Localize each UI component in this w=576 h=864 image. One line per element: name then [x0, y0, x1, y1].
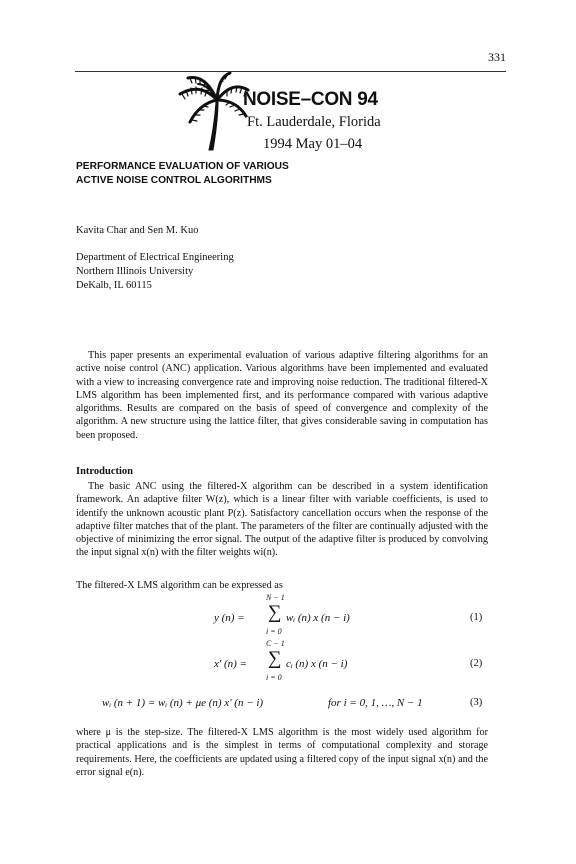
equation-1-sum-symbol: ∑ [268, 602, 282, 623]
equation-2-sum-symbol: ∑ [268, 648, 282, 669]
equation-1-rhs: wᵢ (n) x (n − i) [286, 612, 350, 624]
intro-paragraph-1: The basic ANC using the filtered-X algorithm can be described in a system identification framework. An adaptive filter W(z), which is a linear filter with variable coefficients, is used to identify the unknown acoustic plant P(z). Satisfactory cancellation occurs when the response of the adaptive filter matches that of the plant. The parameters of the filter are continually adjusted with the objective of minimizing the error signal. The output of the adaptive filter is produced by convolving the input signal x(n) with the filter weights wi(n). [76, 481, 488, 559]
equation-3: wᵢ (n + 1) = wᵢ (n) + μe (n) x' (n − i) [102, 697, 264, 709]
title-line-1: PERFORMANCE EVALUATION OF VARIOUS [76, 161, 289, 172]
intro-paragraph-3: where μ is the step-size. The filtered-X LMS algorithm is the most widely used algorithm for practical applications and is the simplest in terms of computational complexity and storage requirements. Here, the coefficients are updated using a filtered copy of the input signal x(n) and the error signal e(n). [76, 727, 488, 778]
affiliation-line-3: DeKalb, IL 60115 [76, 280, 152, 291]
equation-1-number: (1) [470, 612, 483, 623]
equation-1-lhs: y (n) = [214, 612, 245, 624]
conference-name: NOISE–CON 94 [243, 89, 378, 110]
affiliation [76, 251, 234, 293]
page-number: 331 [488, 50, 506, 64]
authors: Kavita Char and Sen M. Kuo [76, 225, 199, 236]
equation-2-lower-limit: i = 0 [266, 673, 282, 682]
affiliation-line-1: Department of Electrical Engineering [76, 252, 234, 263]
equation-2-upper-limit: C − 1 [266, 639, 285, 648]
conference-date: 1994 May 01–04 [263, 136, 363, 152]
equation-1-lower-limit: i = 0 [266, 627, 282, 636]
paper-title [76, 160, 289, 188]
section-heading-introduction: Introduction [76, 466, 133, 477]
header-rule [75, 71, 506, 72]
conference-location: Ft. Lauderdale, Florida [247, 114, 381, 130]
intro-paragraph-2: The filtered-X LMS algorithm can be expressed as [76, 580, 283, 591]
equation-3-condition: for i = 0, 1, …, N − 1 [328, 697, 423, 709]
equation-2-number: (2) [470, 658, 483, 669]
abstract: This paper presents an experimental evaluation of various adaptive filtering algorithms for an active noise control (ANC) application. Various algorithms have been implemented and evaluated with a view to increasing convergence rate and improving noise reduction. The traditional filtered-X LMS algorithm has been implemented first, and its performance compared with various adaptive algorithms. Results are compared on the basis of speed of convergence and complexity of the algorithm. A new structure using the lattice filter, that gives considerable saving in computation has been proposed. [76, 350, 488, 441]
equation-1-upper-limit: N − 1 [266, 593, 285, 602]
equation-2-lhs: x' (n) = [214, 658, 247, 670]
palm-tree-logo [176, 72, 250, 152]
affiliation-line-2: Northern Illinois University [76, 266, 194, 277]
title-line-2: ACTIVE NOISE CONTROL ALGORITHMS [76, 175, 272, 186]
equation-3-number: (3) [470, 697, 483, 708]
equation-2-rhs: cᵢ (n) x (n − i) [286, 658, 348, 670]
